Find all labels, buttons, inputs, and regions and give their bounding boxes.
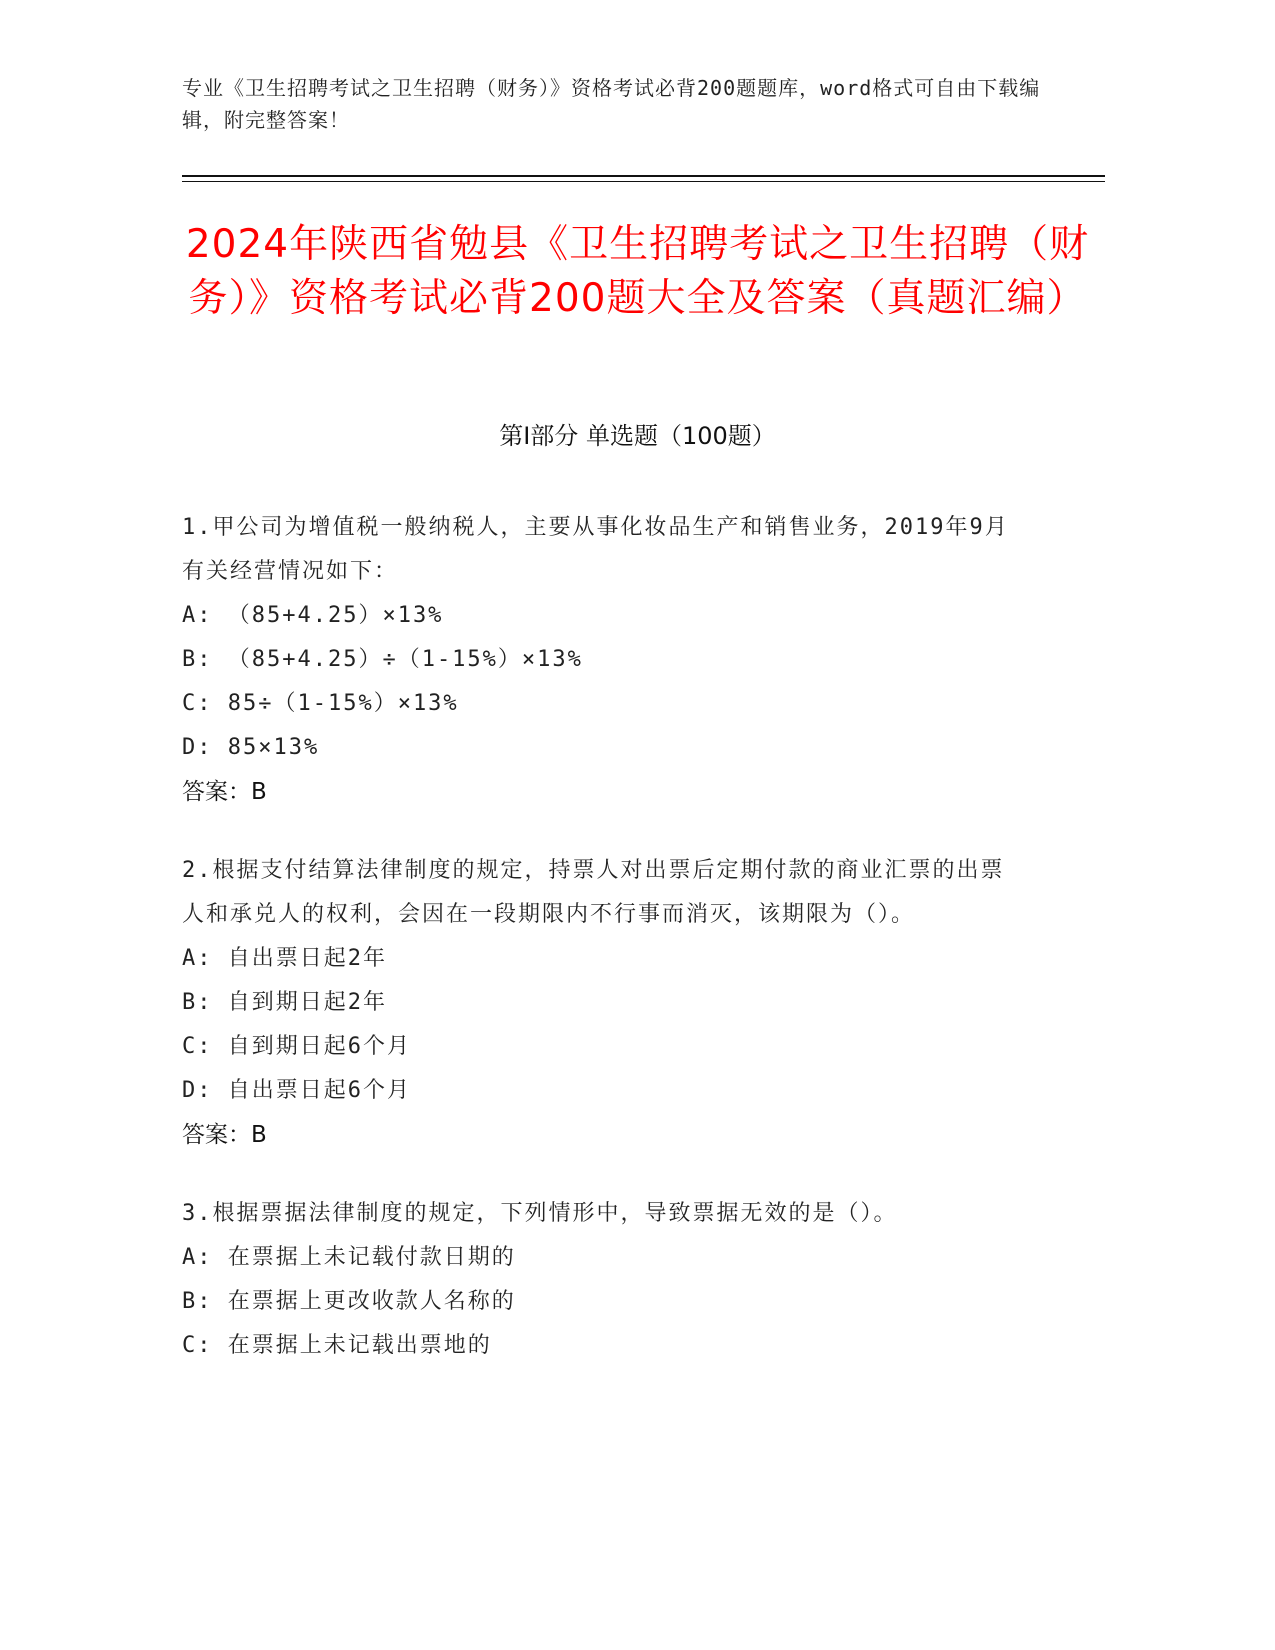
option-b: B: 在票据上更改收款人名称的 (182, 1289, 516, 1314)
option-a: A: 在票据上未记载付款日期的 (182, 1245, 516, 1270)
option-d: D: 自出票日起6个月 (182, 1078, 411, 1103)
option-c: C: 85÷（1-15%）×13% (182, 691, 459, 716)
option-b: B: 自到期日起2年 (182, 990, 387, 1015)
option-c: C: 在票据上未记载出票地的 (182, 1333, 492, 1358)
option-b: B: （85+4.25）÷（1-15%）×13% (182, 647, 583, 672)
option-a: A: （85+4.25）×13% (182, 603, 444, 628)
option-d: D: 85×13% (182, 735, 320, 760)
question-stem: 3.根据票据法律制度的规定，下列情形中，导致票据无效的是（）。 (182, 1201, 898, 1226)
answer-line: 答案：B (182, 1122, 267, 1148)
question-3 (182, 1192, 1022, 1368)
header-divider-thin (182, 181, 1105, 182)
option-c: C: 自到期日起6个月 (182, 1034, 411, 1059)
option-a: A: 自出票日起2年 (182, 946, 387, 971)
question-stem: 2.根据支付结算法律制度的规定，持票人对出票后定期付款的商业汇票的出票人和承兑人的权利，会因在一段期限内不行事而消灭，该期限为（）。 (182, 858, 1005, 927)
section-heading: 第Ⅰ部分 单选题（100题） (499, 422, 776, 450)
document-title: 2024年陕西省勉县《卫生招聘考试之卫生招聘（财务）》资格考试必背200题大全及答案（真题汇编） (185, 222, 1090, 321)
question-2 (182, 849, 1022, 1157)
question-list (182, 506, 1022, 1403)
answer-line: 答案：B (182, 779, 267, 805)
question-stem: 1.甲公司为增值税一般纳税人，主要从事化妆品生产和销售业务，2019年9月有关经营情况如下： (182, 515, 1009, 584)
question-1 (182, 506, 1022, 814)
header-note: 专业《卫生招聘考试之卫生招聘（财务）》资格考试必背200题题库，word格式可自由下载编辑，附完整答案！ (182, 76, 1041, 132)
header-divider-thick (182, 175, 1105, 177)
